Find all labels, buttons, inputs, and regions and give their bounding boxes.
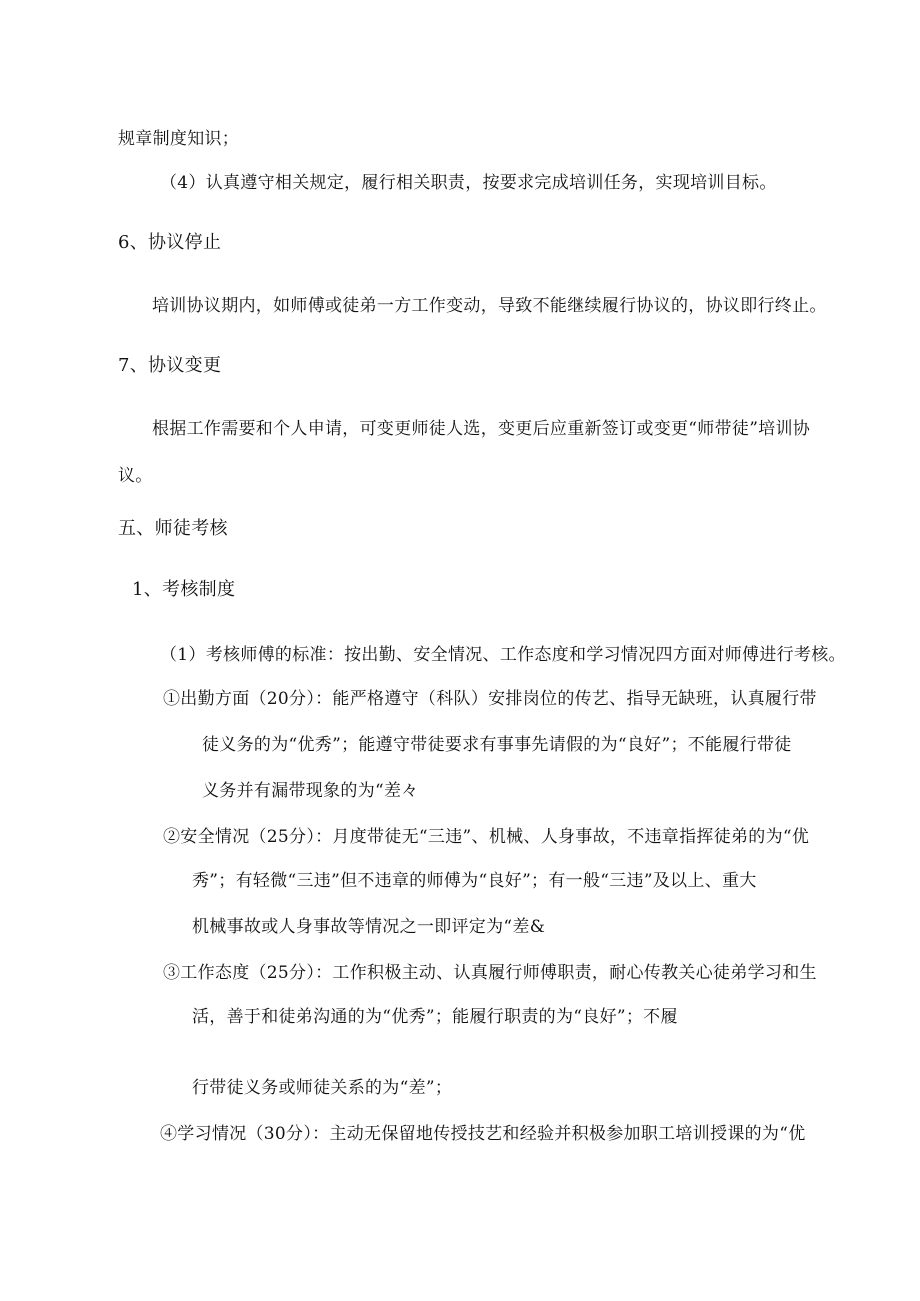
text-line: 义务并有漏带现象的为“差々 <box>202 781 419 801</box>
text-line: （4）认真遵守相关规定，履行相关职责，按要求完成培训任务，实现培训目标。 <box>160 173 777 193</box>
chapter-heading: 五、师徒考核 <box>118 518 228 539</box>
text-line: （1）考核师傅的标准：按出勤、安全情况、工作态度和学习情况四方面对师傅进行考核。 <box>160 645 846 665</box>
section-heading: 6、协议停止 <box>118 232 222 253</box>
text-line: ②安全情况（25分）：月度带徒无“三违”、机械、人身事故，不违章指挥徒弟的为“优 <box>163 827 810 847</box>
text-line: ④学习情况（30分）：主动无保留地传授技艺和经验并积极参加职工培训授课的为“优 <box>160 1124 806 1144</box>
text-line: 秀”；有轻微“三违”但不违章的师傅为“良好”；有一般“三违”及以上、重大 <box>192 871 757 891</box>
text-line: ①出勤方面（20分）：能严格遵守（科队）安排岗位的传艺、指导无缺班，认真履行带 <box>163 689 817 709</box>
text-line: ③工作态度（25分）：工作积极主动、认真履行师傅职责，耐心传教关心徒弟学习和生 <box>163 963 817 983</box>
text-line: 活，善于和徒弟沟通的为“优秀”；能履行职责的为“良好”；不履 <box>192 1007 678 1027</box>
text-line: 规章制度知识； <box>118 129 240 149</box>
text-line: 培训协议期内，如师傅或徒弟一方工作变动，导致不能继续履行协议的，协议即行终止。 <box>152 296 827 316</box>
text-line: 机械事故或人身事故等情况之一即评定为“差& <box>192 917 546 937</box>
text-line: 议。 <box>118 466 153 486</box>
section-heading: 1、考核制度 <box>132 579 236 600</box>
text-line: 根据工作需要和个人申请，可变更师徒人选，变更后应重新签订或变更“师带徒”培训协 <box>152 419 811 439</box>
text-line: 徒义务的为“优秀”；能遵守带徒要求有事事先请假的为“良好”；不能履行带徒 <box>202 735 792 755</box>
text-line: 行带徒义务或师徒关系的为“差”； <box>192 1078 453 1098</box>
section-heading: 7、协议变更 <box>118 355 222 376</box>
